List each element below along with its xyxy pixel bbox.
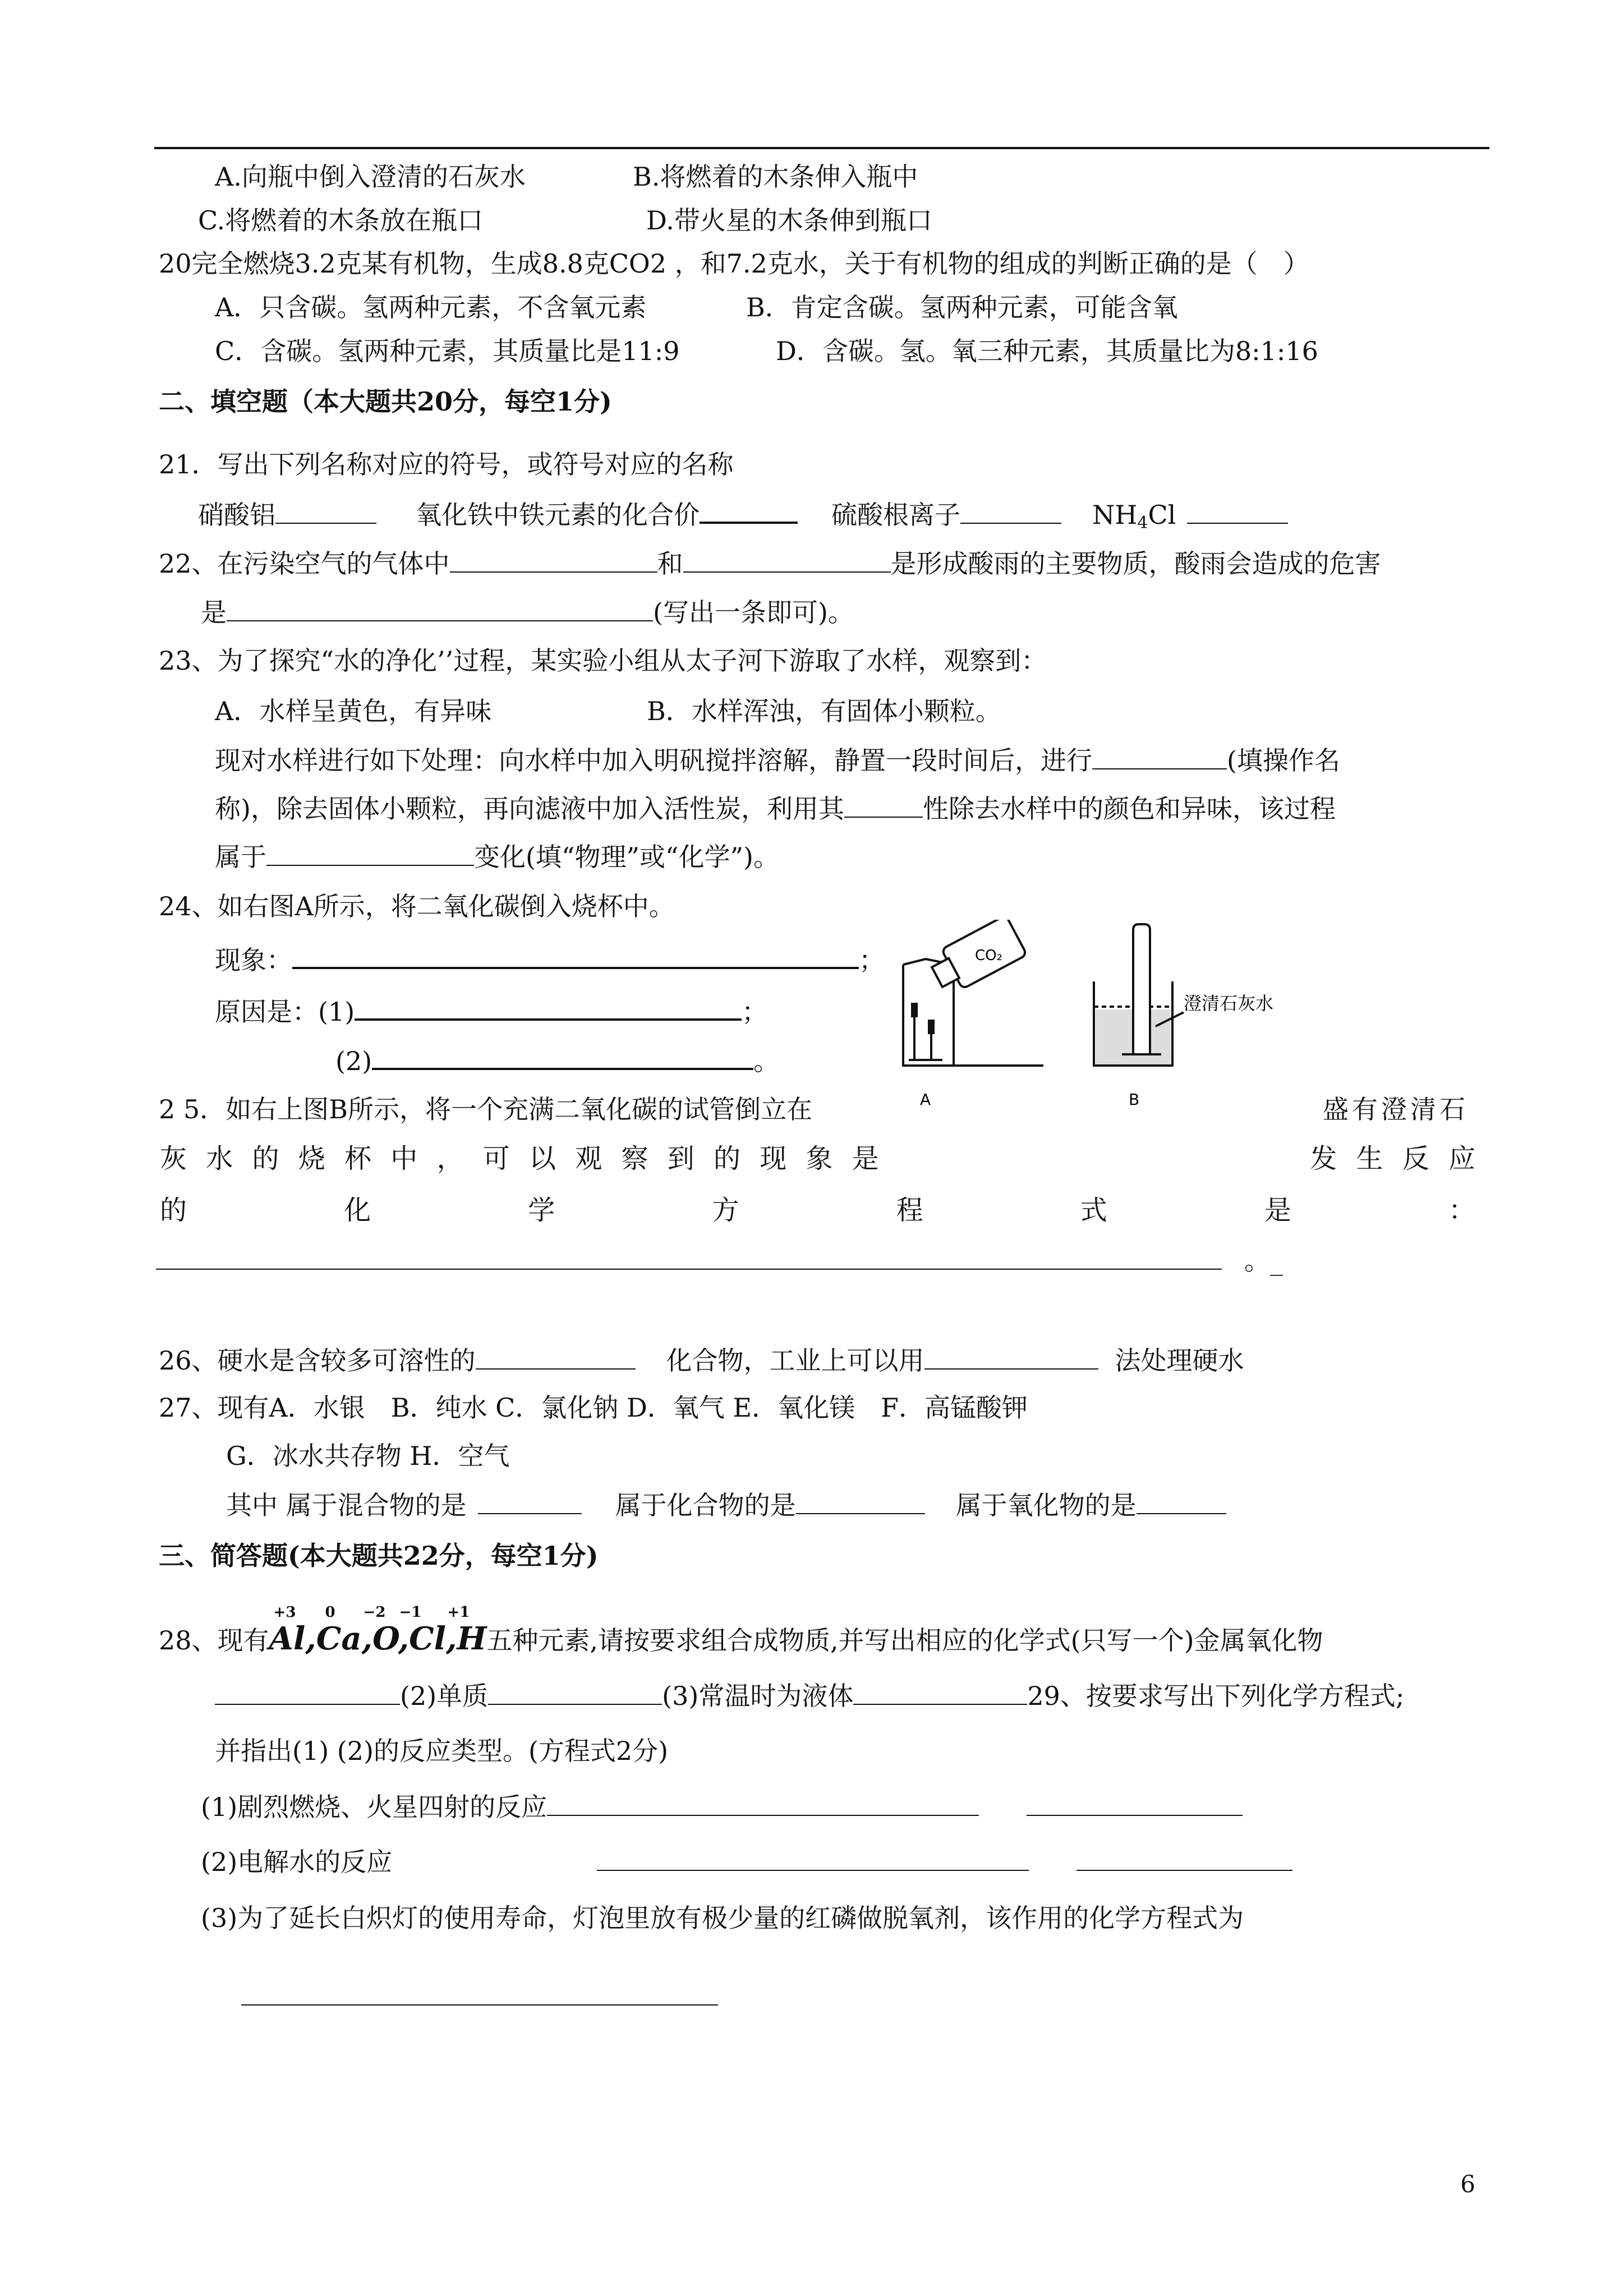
- answer-blank[interactable]: [476, 1344, 636, 1370]
- answer-blank[interactable]: [1092, 744, 1227, 769]
- experiment-figure: [892, 920, 1318, 1116]
- q20-option-c: C．含碳。氢两种元素，其质量比是11:9: [215, 336, 680, 366]
- header-rule: [154, 147, 1489, 149]
- q21-item-4: $NH_4Cl$: [1092, 500, 1176, 533]
- answer-blank[interactable]: [853, 1679, 1027, 1705]
- q27-line-2: G．冰水共存物 H．空气: [226, 1441, 510, 1471]
- q19-option-c: C.将燃着的木条放在瓶口: [198, 205, 484, 236]
- q29-item-1: (1)剧烈燃烧、火星四射的反应: [201, 1790, 1243, 1824]
- answer-blank[interactable]: [1076, 1845, 1292, 1871]
- answer-blank[interactable]: [215, 1679, 400, 1705]
- q20-option-b: B．肯定含碳。氢两种元素，可能含氧: [746, 292, 1178, 322]
- q21-item-1: 硝酸铝: [198, 500, 275, 530]
- q25-line-3: 的 化 学 方 程 式 是 ：: [160, 1195, 1475, 1226]
- answer-blank[interactable]: [1187, 498, 1288, 524]
- q27-line-1: 27、现有A．水银 B．纯水 C．氯化钠 D．氧气 E．氧化镁 F．高锰酸钾: [159, 1393, 1028, 1423]
- q22-line-1: 22、在污染空气的气体中 和 是形成酸雨的主要物质，酸雨会造成的危害: [159, 547, 1381, 580]
- q23-line-2: 称)，除去固体小颗粒，再向滤液中加入活性炭，利用其 性除去水样中的颜色和异味，该过程: [215, 792, 1336, 826]
- answer-blank[interactable]: [292, 942, 859, 969]
- q19-option-a: A.向瓶中倒入澄清的石灰水: [215, 162, 526, 192]
- answer-blank[interactable]: [488, 1679, 662, 1705]
- q20-option-d: D．含碳。氢。氧三种元素，其质量比为8:1:16: [776, 336, 1318, 366]
- answer-blank[interactable]: [700, 497, 798, 524]
- answer-blank[interactable]: [924, 1344, 1098, 1370]
- q28-line-1: 28、现有 +3 0 −2 −1 +1 Al,Ca,O,Cl,H五种元素,请按要求组合成物质,并写出相应的化学式(只写一个)金属氧化物: [159, 1604, 1323, 1657]
- figure-label-a: A: [920, 1090, 931, 1109]
- answer-blank[interactable]: [372, 1043, 753, 1070]
- answer-blank[interactable]: [275, 498, 376, 524]
- answer-blank[interactable]: [683, 547, 891, 573]
- q21-item-3: 硫酸根离子: [831, 500, 960, 530]
- q25-line-2: 灰 水 的 烧 杯 中 ， 可 以 观 察 到 的 现 象 是 发 生 反 应: [160, 1143, 1475, 1174]
- answer-blank[interactable]: [156, 1244, 1222, 1270]
- q25-line-1: 2 5．如右上图B所示，将一个充满二氧化碳的试管倒立在: [159, 1094, 812, 1124]
- q24-reason-1: 原因是：(1) ；: [215, 994, 767, 1029]
- answer-blank[interactable]: [450, 547, 657, 573]
- answer-blank[interactable]: [478, 1488, 582, 1514]
- q24-phenomenon: 现象： ；: [215, 942, 885, 977]
- q29-item-2: (2)电解水的反应: [201, 1845, 1292, 1879]
- q29-instruction: 并指出(1) (2)的反应类型。(方程式2分): [215, 1736, 669, 1766]
- q23-observation-a: A．水样呈黄色，有异味: [215, 696, 492, 726]
- element-formula: +3 0 −2 −1 +1 Al,Ca,O,Cl,H: [269, 1604, 487, 1657]
- q21-stem: 21．写出下列名称对应的符号，或符号对应的名称: [159, 449, 734, 480]
- answer-blank[interactable]: [227, 596, 653, 621]
- q23-line-3: 属于 变化(填“物理”或“化学”)。: [215, 840, 779, 874]
- q23-line-1: 现对水样进行如下处理：向水样中加入明矾搅拌溶解，静置一段时间后，进行 (填操作名: [215, 744, 1340, 777]
- q26-line: 26、硬水是含较多可溶性的 化合物，工业上可以用 法处理硬水: [159, 1344, 1244, 1377]
- q23-stem: 23、为了探究“水的净化’’过程，某实验小组从太子河下游取了水样，观察到：: [159, 646, 1047, 676]
- answer-blank[interactable]: [266, 840, 474, 866]
- figure-label-b: B: [1129, 1090, 1140, 1109]
- q25-line-1-tail: 盛有澄清石: [1323, 1094, 1469, 1124]
- q21-items: [198, 497, 1288, 540]
- answer-blank[interactable]: [1027, 1790, 1243, 1816]
- q21-item-2: 氧化铁中铁元素的化合价: [416, 500, 700, 530]
- answer-blank[interactable]: [1137, 1488, 1226, 1514]
- lime-water-label: 澄清石灰水: [1184, 993, 1274, 1014]
- q24-stem: 24、如右图A所示，将二氧化碳倒入烧杯中。: [159, 891, 675, 921]
- q27-line-3: 其中 属于混合物的是 属于化合物的是 属于氧化物的是: [226, 1488, 1226, 1522]
- answer-blank[interactable]: [597, 1845, 1029, 1871]
- figure-a-candles-beaker: [903, 920, 1043, 1066]
- q19-option-b: B.将燃着的木条伸入瓶中: [633, 162, 918, 192]
- q24-reason-2: (2) 。: [335, 1043, 779, 1078]
- q23-observation-b: B．水样浑浊，有固体小颗粒。: [647, 696, 1001, 726]
- section-3-heading: 三、简答题(本大题共22分，每空1分): [159, 1541, 599, 1571]
- section-2-heading: 二、填空题（本大题共20分，每空1分): [159, 386, 612, 417]
- q28-line-2: (2)单质 (3)常温时为液体 29、按要求写出下列化学方程式;: [215, 1679, 1404, 1713]
- page-number: 6: [1460, 2170, 1475, 2198]
- answer-blank[interactable]: [547, 1790, 979, 1816]
- q29-item-3: (3)为了延长白炽灯的使用寿命，灯泡里放有极少量的红磷做脱氧剂，该作用的化学方程式为: [201, 1903, 1244, 1933]
- answer-blank[interactable]: [844, 792, 923, 818]
- q29-item-3-answer: [241, 1980, 718, 2013]
- q19-option-d: D.带火星的木条伸到瓶口: [646, 205, 932, 236]
- co2-label: CO₂: [975, 947, 1003, 964]
- answer-blank[interactable]: [241, 1980, 718, 2005]
- q20-stem: 20完全燃烧3.2克某有机物，生成8.8克CO2 ，和7.2克水，关于有机物的组成的判断正确的是（ ）: [159, 248, 1309, 279]
- q20-option-a: A．只含碳。氢两种元素，不含氧元素: [215, 292, 647, 322]
- answer-blank[interactable]: [355, 994, 742, 1021]
- answer-blank[interactable]: [796, 1488, 925, 1514]
- q25-line-4: 。_: [156, 1244, 1283, 1278]
- figure-b-test-tube-beaker: [1094, 924, 1184, 1066]
- answer-blank[interactable]: [960, 498, 1061, 524]
- q22-line-2: 是 (写出一条即可)。: [201, 596, 854, 629]
